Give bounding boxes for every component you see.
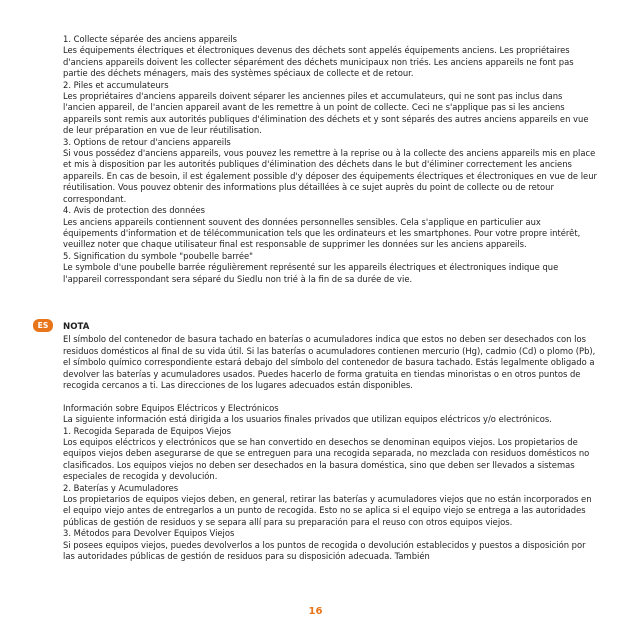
spanish-info-body: La siguiente información está dirigida a los usuarios finales privados que utilizan equipos eléctricos y/o electrónicos. xyxy=(63,414,552,425)
spanish-heading: NOTA xyxy=(63,322,90,332)
french-section-4-title: 4. Avis de protection des données xyxy=(63,205,205,216)
spanish-section-2-body: Los propietarios de equipos viejos deben, en general, retirar las baterías y acumuladores viejos que no están incorporados en el equipo viejo antes de entregarlos a un punto de recogida. Esto no se aplica si el equipo viejo se entrega a las autoridades públicas de gestión de residuos y se separa allí para su preparación para el reuso con otros equipos viejos. xyxy=(63,494,592,527)
french-section-2-body: Les propriétaires d'anciens appareils doivent séparer les anciennes piles et accumulateurs, qui ne sont pas inclus dans l'ancien appareil, de l'ancien appareil avant de les remettre à un point de collecte. Ceci ne s'applique pas si les anciens appareils sont remis aux autorités publiques d'élimination des déchets et y sont séparés des autres anciens appareils en vue de leur préparation en vue de leur réutilisation. xyxy=(63,91,589,136)
french-section-3-body: Si vous possédez d'anciens appareils, vous pouvez les remettre à la reprise ou à la collecte des anciens appareils mis en place et mis à disposition par les autorités publiques d'élimination des déchets dans le but d'éliminer correctement les anciens appareils. En cas de besoin, il est également possible d'y déposer des équipements électriques et électroniques en vue de leur réutilisation. Vous pouvez obtenir des informations plus détaillées à ce sujet auprès du point de collecte ou de retour correspondant. xyxy=(63,148,597,204)
french-section-5-title: 5. Signification du symbole "poubelle barrée" xyxy=(63,250,254,261)
french-section-3-title: 3. Options de retour d'anciens appareils xyxy=(63,136,231,147)
spanish-section-1-body: Los equipos eléctricos y electrónicos que se han convertido en desechos se denominan equipos viejos. Los propietarios de equipos viejos deben asegurarse de que se entreguen para una recogida separada, no mezclada con residuos domésticos no clasificados. Los equipos viejos no deben ser desechados en la basura doméstica, sino que deben ser llevados a sistemas especiales de recogida y devolución. xyxy=(63,437,590,482)
spanish-intro: El símbolo del contenedor de basura tachado en baterías o acumuladores indica que estos no deben ser desechados con los residuos domésticos al final de su vida útil. Si las baterías o acumuladores contienen mercurio (Hg), cadmio (Cd) o plomo (Pb), el símbolo químico correspondiente estará debajo del símbolo del contenedor de basura tachado. Estás legalmente obligado a devolver las baterías y acumuladores usados. Puedes hacerlo de forma gratuita en tiendas minoristas o en otros puntos de recogida cercanos a ti. Las direcciones de los lugares adecuados están disponibles. xyxy=(63,334,596,391)
french-section-1-title: 1. Collecte séparée des anciens appareils xyxy=(63,34,238,44)
spanish-section-2-title: 2. Baterías y Acumuladores xyxy=(63,482,179,493)
spanish-section-3-title: 3. Métodos para Devolver Equipos Viejos xyxy=(63,528,235,539)
french-section-1-body: Les équipements électriques et électroniques devenus des déchets sont appelés équipements anciens. Les propriétaires d'anciens appareils doivent les collecter séparément des déchets municipaux non triés. Les anciens appareils ne font pas partie des déchets ménagers, mais des systèmes spéciaux de collecte et de retour. xyxy=(63,45,574,79)
language-badge-es: ES xyxy=(33,319,53,332)
french-section-5-body: Le symbole d'une poubelle barrée régulièrement représenté sur les appareils électriques et électroniques indique que l'appareil corresspondant sera séparé du Siedlu non trié à la fin de sa durée de vie. xyxy=(63,262,559,284)
spanish-info-title: Información sobre Equipos Eléctricos y Electrónicos xyxy=(63,402,279,413)
page-number: 16 xyxy=(308,606,323,617)
spanish-section-1-title: 1. Recogida Separada de Equipos Viejos xyxy=(63,425,232,436)
french-section-2-title: 2. Piles et accumulateurs xyxy=(63,79,169,90)
french-section xyxy=(63,34,597,285)
spanish-section-3-body: Si posees equipos viejos, puedes devolverlos a los puntos de recogida o devolución establecidos y puestos a disposición por las autoridades públicas de gestión de residuos para su disposición adecuada. También xyxy=(63,539,586,562)
spanish-section xyxy=(63,322,597,563)
french-section-4-body: Les anciens appareils contiennent souvent des données personnelles sensibles. Cela s'applique en particulier aux équipements d'information et de télécommunication tels que les ordinateurs et les smartphones. Pour votre propre intérêt, veuillez noter que chaque utilisateur final est responsable de supprimer les données sur les anciens appareils. xyxy=(63,216,581,250)
paragraph-gap xyxy=(63,391,597,402)
